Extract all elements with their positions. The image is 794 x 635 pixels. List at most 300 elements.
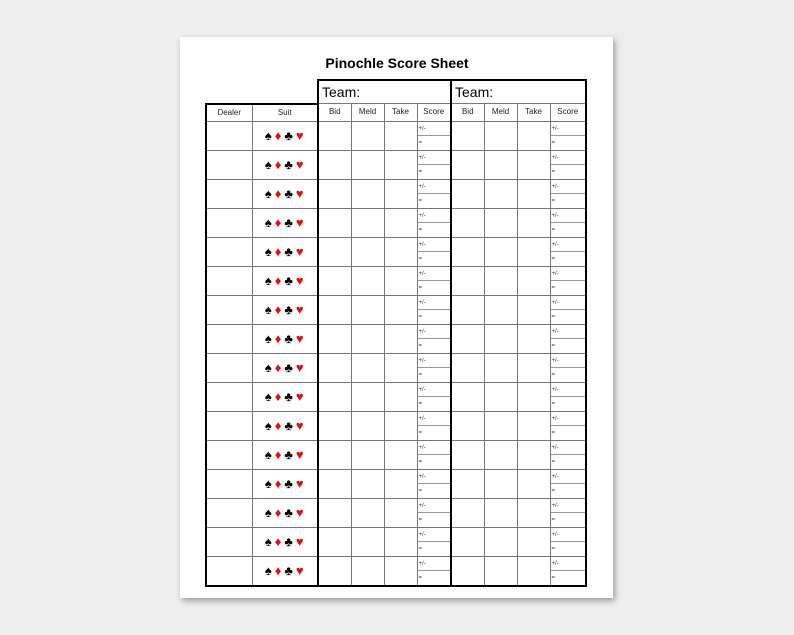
hearts-icon[interactable]: ♥ — [295, 476, 305, 491]
team-2-bid-cell[interactable] — [451, 469, 484, 498]
clubs-icon[interactable]: ♣ — [284, 447, 294, 462]
hand-row — [206, 324, 586, 353]
score-change-label: +/- — [418, 499, 451, 513]
team-2-meld-cell[interactable] — [484, 266, 517, 295]
team-2-score-cell[interactable] — [550, 440, 586, 469]
score-change-label: +/- — [418, 122, 451, 136]
score-change-label: +/- — [551, 122, 586, 136]
spades-icon[interactable]: ♠ — [264, 331, 273, 346]
team-2-score-cell[interactable] — [550, 527, 586, 556]
team-2-bid-cell[interactable] — [451, 498, 484, 527]
suit-cell[interactable] — [252, 440, 318, 469]
team-1-take-cell[interactable] — [384, 353, 417, 382]
team-2-bid-cell[interactable] — [451, 527, 484, 556]
team-1-meld-cell[interactable] — [351, 208, 384, 237]
score-total-label: = — [551, 284, 556, 291]
suit-cell[interactable] — [252, 469, 318, 498]
team-1-take-cell[interactable] — [384, 208, 417, 237]
team-1-take-cell[interactable] — [384, 121, 417, 150]
team-1-bid-cell[interactable] — [318, 498, 351, 527]
suit-cell[interactable] — [252, 353, 318, 382]
score-change-label: +/- — [551, 412, 586, 426]
spades-icon[interactable]: ♠ — [264, 534, 273, 549]
score-table — [205, 79, 587, 587]
team-1-take-cell[interactable] — [384, 295, 417, 324]
team-2-take-cell[interactable] — [517, 556, 550, 586]
score-change-label: +/- — [418, 296, 451, 310]
score-total-label: = — [418, 487, 423, 494]
dealer-cell[interactable] — [206, 266, 252, 295]
team-1-bid-cell[interactable] — [318, 295, 351, 324]
score-change-label: +/- — [551, 354, 586, 368]
clubs-icon[interactable]: ♣ — [284, 360, 294, 375]
team-2-bid-cell[interactable] — [451, 266, 484, 295]
diamonds-icon[interactable]: ♦ — [274, 186, 283, 201]
hearts-icon[interactable]: ♥ — [295, 273, 305, 288]
team-1-bid-cell[interactable] — [318, 411, 351, 440]
suit-cell[interactable] — [252, 411, 318, 440]
suit-cell[interactable] — [252, 179, 318, 208]
team-2-header-bid: Bid — [451, 104, 484, 122]
clubs-icon[interactable]: ♣ — [284, 302, 294, 317]
team-1-meld-cell[interactable] — [351, 498, 384, 527]
header-dealer: Dealer — [206, 104, 252, 122]
clubs-icon[interactable]: ♣ — [284, 273, 294, 288]
team-1-bid-cell[interactable] — [318, 440, 351, 469]
team-2-bid-cell[interactable] — [451, 237, 484, 266]
team-1-meld-cell[interactable] — [351, 353, 384, 382]
team-1-score-cell[interactable] — [417, 469, 451, 498]
hearts-icon[interactable]: ♥ — [295, 505, 305, 520]
team-1-score-cell[interactable] — [417, 208, 451, 237]
clubs-icon[interactable]: ♣ — [284, 186, 294, 201]
team-2-bid-cell[interactable] — [451, 324, 484, 353]
score-total-label: = — [418, 168, 423, 175]
team-2-bid-cell[interactable] — [451, 295, 484, 324]
team-1-meld-cell[interactable] — [351, 237, 384, 266]
suit-cell[interactable] — [252, 556, 318, 586]
suit-cell[interactable] — [252, 237, 318, 266]
team-2-meld-cell[interactable] — [484, 208, 517, 237]
team-2-header-take: Take — [517, 104, 550, 122]
dealer-cell[interactable] — [206, 324, 252, 353]
score-total-label: = — [418, 313, 423, 320]
score-total-label: = — [418, 458, 423, 465]
team-1-score-cell[interactable] — [417, 411, 451, 440]
score-change-label: +/- — [551, 151, 586, 165]
team-1-score-cell[interactable] — [417, 440, 451, 469]
score-total-label: = — [418, 197, 423, 204]
score-total-label: = — [551, 226, 556, 233]
team-1-take-cell[interactable] — [384, 237, 417, 266]
team-1-bid-cell[interactable] — [318, 179, 351, 208]
diamonds-icon[interactable]: ♦ — [274, 360, 283, 375]
team-2-take-cell[interactable] — [517, 208, 550, 237]
score-total-label: = — [551, 139, 556, 146]
hearts-icon[interactable]: ♥ — [295, 215, 305, 230]
diamonds-icon[interactable]: ♦ — [274, 128, 283, 143]
score-total-label: = — [418, 226, 423, 233]
score-total-label: = — [551, 400, 556, 407]
team-1-score-cell[interactable] — [417, 353, 451, 382]
hearts-icon[interactable]: ♥ — [295, 563, 305, 578]
hand-row — [206, 411, 586, 440]
score-change-label: +/- — [418, 354, 451, 368]
hand-row — [206, 121, 586, 150]
score-total-label: = — [551, 487, 556, 494]
spades-icon[interactable]: ♠ — [264, 447, 273, 462]
team-1-meld-cell[interactable] — [351, 556, 384, 586]
team-1-take-cell[interactable] — [384, 150, 417, 179]
suit-cell[interactable] — [252, 150, 318, 179]
hand-row — [206, 266, 586, 295]
suit-cell[interactable] — [252, 208, 318, 237]
team-2-take-cell[interactable] — [517, 324, 550, 353]
team-2-take-cell[interactable] — [517, 353, 550, 382]
team-2-meld-cell[interactable] — [484, 382, 517, 411]
team-2-take-cell[interactable] — [517, 469, 550, 498]
team-1-score-cell[interactable] — [417, 295, 451, 324]
spades-icon[interactable]: ♠ — [264, 418, 273, 433]
team-2-take-cell[interactable] — [517, 411, 550, 440]
diamonds-icon[interactable]: ♦ — [274, 505, 283, 520]
score-change-label: +/- — [418, 383, 451, 397]
team-2-take-cell[interactable] — [517, 237, 550, 266]
team-1-score-cell[interactable] — [417, 121, 451, 150]
score-change-label: +/- — [551, 180, 586, 194]
team-2-score-cell[interactable] — [550, 498, 586, 527]
spades-icon[interactable]: ♠ — [264, 563, 273, 578]
team-1-take-cell[interactable] — [384, 179, 417, 208]
team-1-bid-cell[interactable] — [318, 208, 351, 237]
hearts-icon[interactable]: ♥ — [295, 389, 305, 404]
hearts-icon[interactable]: ♥ — [295, 244, 305, 259]
team-1-meld-cell[interactable] — [351, 324, 384, 353]
team-2-score-cell[interactable] — [550, 179, 586, 208]
team-1-label[interactable]: Team: — [318, 80, 451, 104]
dealer-cell[interactable] — [206, 121, 252, 150]
dealer-cell[interactable] — [206, 556, 252, 586]
score-change-label: +/- — [551, 267, 586, 281]
score-total-label: = — [418, 574, 423, 581]
spades-icon[interactable]: ♠ — [264, 186, 273, 201]
dealer-cell[interactable] — [206, 179, 252, 208]
dealer-cell[interactable] — [206, 150, 252, 179]
diamonds-icon[interactable]: ♦ — [274, 534, 283, 549]
hearts-icon[interactable]: ♥ — [295, 157, 305, 172]
clubs-icon[interactable]: ♣ — [284, 534, 294, 549]
hearts-icon[interactable]: ♥ — [295, 360, 305, 375]
team-1-take-cell[interactable] — [384, 556, 417, 586]
team-1-meld-cell[interactable] — [351, 121, 384, 150]
score-change-label: +/- — [551, 383, 586, 397]
clubs-icon[interactable]: ♣ — [284, 563, 294, 578]
team-2-header-meld: Meld — [484, 104, 517, 122]
dealer-cell[interactable] — [206, 382, 252, 411]
team-2-bid-cell[interactable] — [451, 440, 484, 469]
spades-icon[interactable]: ♠ — [264, 157, 273, 172]
team-2-score-cell[interactable] — [550, 556, 586, 586]
suit-cell[interactable] — [252, 498, 318, 527]
dealer-cell[interactable] — [206, 237, 252, 266]
team-1-bid-cell[interactable] — [318, 527, 351, 556]
team-2-score-cell[interactable] — [550, 237, 586, 266]
team-2-score-cell[interactable] — [550, 324, 586, 353]
team-1-score-cell[interactable] — [417, 556, 451, 586]
team-2-label[interactable]: Team: — [451, 80, 586, 104]
team-2-take-cell[interactable] — [517, 121, 550, 150]
team-2-meld-cell[interactable] — [484, 324, 517, 353]
team-2-score-cell[interactable] — [550, 150, 586, 179]
clubs-icon[interactable]: ♣ — [284, 476, 294, 491]
spades-icon[interactable]: ♠ — [264, 476, 273, 491]
clubs-icon[interactable]: ♣ — [284, 389, 294, 404]
team-2-take-cell[interactable] — [517, 382, 550, 411]
team-1-meld-cell[interactable] — [351, 411, 384, 440]
team-1-header-take: Take — [384, 104, 417, 122]
score-total-label: = — [418, 429, 423, 436]
hand-row — [206, 469, 586, 498]
dealer-cell[interactable] — [206, 469, 252, 498]
team-2-bid-cell[interactable] — [451, 150, 484, 179]
diamonds-icon[interactable]: ♦ — [274, 476, 283, 491]
diamonds-icon[interactable]: ♦ — [274, 244, 283, 259]
team-1-meld-cell[interactable] — [351, 179, 384, 208]
team-1-meld-cell[interactable] — [351, 150, 384, 179]
diamonds-icon[interactable]: ♦ — [274, 563, 283, 578]
team-1-meld-cell[interactable] — [351, 382, 384, 411]
team-1-take-cell[interactable] — [384, 411, 417, 440]
diamonds-icon[interactable]: ♦ — [274, 389, 283, 404]
score-change-label: +/- — [551, 441, 586, 455]
score-change-label: +/- — [551, 325, 586, 339]
team-1-score-cell[interactable] — [417, 150, 451, 179]
hearts-icon[interactable]: ♥ — [295, 128, 305, 143]
team-1-take-cell[interactable] — [384, 382, 417, 411]
dealer-cell[interactable] — [206, 208, 252, 237]
clubs-icon[interactable]: ♣ — [284, 505, 294, 520]
team-1-bid-cell[interactable] — [318, 556, 351, 586]
hearts-icon[interactable]: ♥ — [295, 447, 305, 462]
team-1-take-cell[interactable] — [384, 527, 417, 556]
clubs-icon[interactable]: ♣ — [284, 418, 294, 433]
spades-icon[interactable]: ♠ — [264, 302, 273, 317]
suit-cell[interactable] — [252, 527, 318, 556]
suit-cell[interactable] — [252, 266, 318, 295]
team-2-score-cell[interactable] — [550, 469, 586, 498]
score-total-label: = — [551, 255, 556, 262]
score-change-label: +/- — [418, 528, 451, 542]
team-1-meld-cell[interactable] — [351, 469, 384, 498]
score-change-label: +/- — [418, 441, 451, 455]
team-1-bid-cell[interactable] — [318, 237, 351, 266]
score-total-label: = — [418, 342, 423, 349]
team-2-score-cell[interactable] — [550, 411, 586, 440]
score-change-label: +/- — [551, 528, 586, 542]
team-1-bid-cell[interactable] — [318, 266, 351, 295]
score-total-label: = — [551, 313, 556, 320]
hand-row — [206, 556, 586, 586]
team-2-bid-cell[interactable] — [451, 411, 484, 440]
team-2-meld-cell[interactable] — [484, 556, 517, 586]
team-2-score-cell[interactable] — [550, 121, 586, 150]
hand-row — [206, 179, 586, 208]
team-2-meld-cell[interactable] — [484, 411, 517, 440]
team-1-meld-cell[interactable] — [351, 295, 384, 324]
team-1-header-score: Score — [417, 104, 451, 122]
clubs-icon[interactable]: ♣ — [284, 157, 294, 172]
team-1-header-meld: Meld — [351, 104, 384, 122]
team-2-take-cell[interactable] — [517, 527, 550, 556]
hand-row — [206, 353, 586, 382]
hand-row — [206, 527, 586, 556]
spades-icon[interactable]: ♠ — [264, 505, 273, 520]
team-2-meld-cell[interactable] — [484, 179, 517, 208]
score-change-label: +/- — [551, 296, 586, 310]
diamonds-icon[interactable]: ♦ — [274, 447, 283, 462]
hand-row — [206, 150, 586, 179]
dealer-cell[interactable] — [206, 353, 252, 382]
spades-icon[interactable]: ♠ — [264, 389, 273, 404]
team-2-meld-cell[interactable] — [484, 121, 517, 150]
team-2-take-cell[interactable] — [517, 498, 550, 527]
team-2-meld-cell[interactable] — [484, 237, 517, 266]
diamonds-icon[interactable]: ♦ — [274, 331, 283, 346]
spades-icon[interactable]: ♠ — [264, 244, 273, 259]
clubs-icon[interactable]: ♣ — [284, 244, 294, 259]
clubs-icon[interactable]: ♣ — [284, 215, 294, 230]
spades-icon[interactable]: ♠ — [264, 215, 273, 230]
team-1-meld-cell[interactable] — [351, 440, 384, 469]
team-2-bid-cell[interactable] — [451, 556, 484, 586]
score-total-label: = — [418, 371, 423, 378]
dealer-cell[interactable] — [206, 527, 252, 556]
team-1-take-cell[interactable] — [384, 469, 417, 498]
team-2-bid-cell[interactable] — [451, 208, 484, 237]
team-2-meld-cell[interactable] — [484, 353, 517, 382]
team-1-meld-cell[interactable] — [351, 266, 384, 295]
team-2-bid-cell[interactable] — [451, 382, 484, 411]
team-1-score-cell[interactable] — [417, 324, 451, 353]
team-2-score-cell[interactable] — [550, 382, 586, 411]
team-header-row — [206, 80, 586, 104]
team-2-take-cell[interactable] — [517, 179, 550, 208]
score-change-label: +/- — [551, 557, 586, 571]
score-total-label: = — [551, 429, 556, 436]
team-2-score-cell[interactable] — [550, 295, 586, 324]
suit-cell[interactable] — [252, 121, 318, 150]
clubs-icon[interactable]: ♣ — [284, 331, 294, 346]
team-1-score-cell[interactable] — [417, 237, 451, 266]
sheet-title: Pinochle Score Sheet — [325, 55, 469, 71]
team-1-take-cell[interactable] — [384, 324, 417, 353]
team-2-take-cell[interactable] — [517, 266, 550, 295]
score-total-label: = — [551, 545, 556, 552]
team-2-score-cell[interactable] — [550, 353, 586, 382]
team-1-take-cell[interactable] — [384, 266, 417, 295]
team-2-score-cell[interactable] — [550, 266, 586, 295]
score-total-label: = — [418, 284, 423, 291]
score-total-label: = — [418, 139, 423, 146]
hand-row — [206, 382, 586, 411]
team-1-score-cell[interactable] — [417, 498, 451, 527]
team-1-score-cell[interactable] — [417, 266, 451, 295]
team-1-score-cell[interactable] — [417, 527, 451, 556]
team-2-meld-cell[interactable] — [484, 498, 517, 527]
score-change-label: +/- — [418, 209, 451, 223]
hand-row — [206, 208, 586, 237]
hand-row — [206, 440, 586, 469]
header-suit: Suit — [252, 104, 318, 122]
team-2-take-cell[interactable] — [517, 440, 550, 469]
spades-icon[interactable]: ♠ — [264, 128, 273, 143]
team-1-header-bid: Bid — [318, 104, 351, 122]
score-total-label: = — [418, 516, 423, 523]
suit-cell[interactable] — [252, 382, 318, 411]
team-1-bid-cell[interactable] — [318, 353, 351, 382]
spades-icon[interactable]: ♠ — [264, 360, 273, 375]
spades-icon[interactable]: ♠ — [264, 273, 273, 288]
hand-row — [206, 237, 586, 266]
team-2-take-cell[interactable] — [517, 295, 550, 324]
team-2-bid-cell[interactable] — [451, 179, 484, 208]
hearts-icon[interactable]: ♥ — [295, 186, 305, 201]
team-1-bid-cell[interactable] — [318, 150, 351, 179]
team-2-meld-cell[interactable] — [484, 527, 517, 556]
team-2-bid-cell[interactable] — [451, 353, 484, 382]
hearts-icon[interactable]: ♥ — [295, 418, 305, 433]
suit-cell[interactable] — [252, 295, 318, 324]
diamonds-icon[interactable]: ♦ — [274, 157, 283, 172]
team-2-meld-cell[interactable] — [484, 295, 517, 324]
team-1-take-cell[interactable] — [384, 498, 417, 527]
team-1-take-cell[interactable] — [384, 440, 417, 469]
team-2-bid-cell[interactable] — [451, 121, 484, 150]
dealer-cell[interactable] — [206, 411, 252, 440]
team-2-score-cell[interactable] — [550, 208, 586, 237]
clubs-icon[interactable]: ♣ — [284, 128, 294, 143]
score-total-label: = — [418, 545, 423, 552]
team-1-bid-cell[interactable] — [318, 324, 351, 353]
hearts-icon[interactable]: ♥ — [295, 331, 305, 346]
team-1-score-cell[interactable] — [417, 179, 451, 208]
score-change-label: +/- — [418, 412, 451, 426]
diamonds-icon[interactable]: ♦ — [274, 302, 283, 317]
team-2-meld-cell[interactable] — [484, 469, 517, 498]
team-1-score-cell[interactable] — [417, 382, 451, 411]
score-change-label: +/- — [418, 180, 451, 194]
hearts-icon[interactable]: ♥ — [295, 534, 305, 549]
dealer-cell[interactable] — [206, 440, 252, 469]
dealer-cell[interactable] — [206, 498, 252, 527]
hearts-icon[interactable]: ♥ — [295, 302, 305, 317]
team-1-bid-cell[interactable] — [318, 121, 351, 150]
score-change-label: +/- — [418, 325, 451, 339]
team-2-meld-cell[interactable] — [484, 440, 517, 469]
team-2-take-cell[interactable] — [517, 150, 550, 179]
team-1-bid-cell[interactable] — [318, 382, 351, 411]
diamonds-icon[interactable]: ♦ — [274, 418, 283, 433]
diamonds-icon[interactable]: ♦ — [274, 273, 283, 288]
hand-row — [206, 295, 586, 324]
team-1-bid-cell[interactable] — [318, 469, 351, 498]
score-change-label: +/- — [418, 470, 451, 484]
suit-cell[interactable] — [252, 324, 318, 353]
diamonds-icon[interactable]: ♦ — [274, 215, 283, 230]
team-1-meld-cell[interactable] — [351, 527, 384, 556]
team-2-meld-cell[interactable] — [484, 150, 517, 179]
dealer-cell[interactable] — [206, 295, 252, 324]
